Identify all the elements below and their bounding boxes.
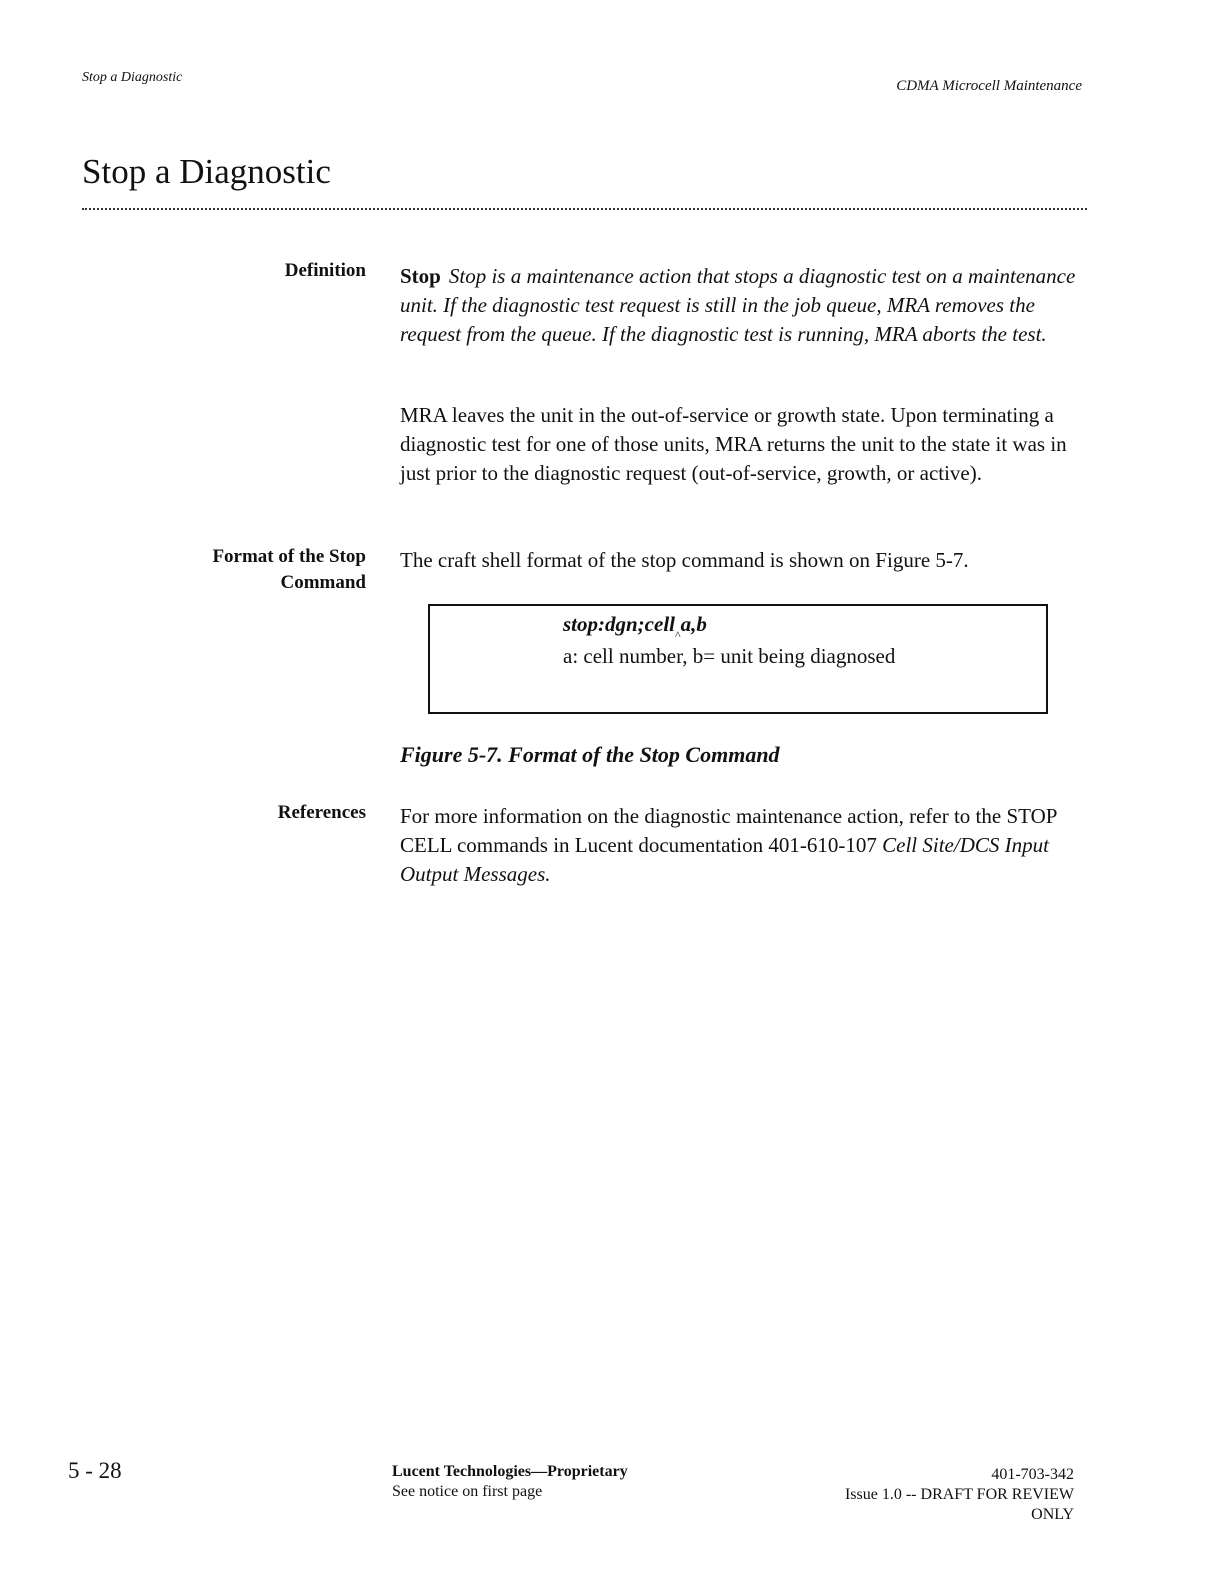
references-text: For more information on the diagnostic maintenance action, refer to the STOP CELL commands in Lucent documentation 401-610-107 <box>400 804 1057 857</box>
command-figure-box <box>428 604 1048 714</box>
command-suffix: a,b <box>680 612 707 636</box>
title-dotted-rule <box>82 208 1087 210</box>
footer-issue-line1: Issue 1.0 -- DRAFT FOR REVIEW <box>844 1486 1074 1503</box>
command-caret: ^ <box>674 628 681 642</box>
page-number: 5 - 28 <box>68 1458 122 1483</box>
format-label <box>212 544 366 596</box>
format-label-line2: Command <box>280 572 366 593</box>
footer-center <box>392 1462 628 1502</box>
definition-label: Definition <box>284 260 366 281</box>
footer-doc-number: 401-703-342 <box>991 1466 1074 1483</box>
format-label-line1: Format of the Stop <box>212 546 366 567</box>
footer-right <box>845 1465 1074 1525</box>
definition-term: Stop <box>400 264 441 288</box>
footer-company: Lucent Technologies—Proprietary <box>392 1463 628 1480</box>
command-prefix: stop:dgn;cell <box>563 612 675 636</box>
references-paragraph <box>400 802 1090 889</box>
definition-paragraph: MRA leaves the unit in the out-of-service or growth state. Upon terminating a diagnostic test for one of those units, MRA returns the unit to the state it was in just prior to the diagnostic request (out-of-service, growth, or active). <box>400 403 1067 485</box>
running-header-left: Stop a Diagnostic <box>82 70 183 85</box>
command-description: a: cell number, b= unit being diagnosed <box>563 644 896 668</box>
figure-caption: Figure 5-7. Format of the Stop Command <box>400 742 780 767</box>
references-doc-title: Cell Site/DCS Input Output Messages. <box>400 833 1049 886</box>
format-text: The craft shell format of the stop command is shown on Figure 5-7. <box>400 548 969 572</box>
page-title: Stop a Diagnostic <box>82 152 331 191</box>
definition-italic-paragraph <box>400 262 1090 349</box>
running-header-right: CDMA Microcell Maintenance <box>896 78 1082 94</box>
footer-notice: See notice on first page <box>392 1483 543 1500</box>
footer-issue-line2: ONLY <box>1031 1506 1074 1523</box>
command-syntax <box>563 612 707 642</box>
definition-italic-text: Stop is a maintenance action that stops a diagnostic test on a maintenance unit. If the diagnostic test request is still in the job queue, MRA removes the request from the queue. If the diagnostic test is running, MRA aborts the test. <box>400 264 1076 346</box>
references-label: References <box>277 802 366 823</box>
